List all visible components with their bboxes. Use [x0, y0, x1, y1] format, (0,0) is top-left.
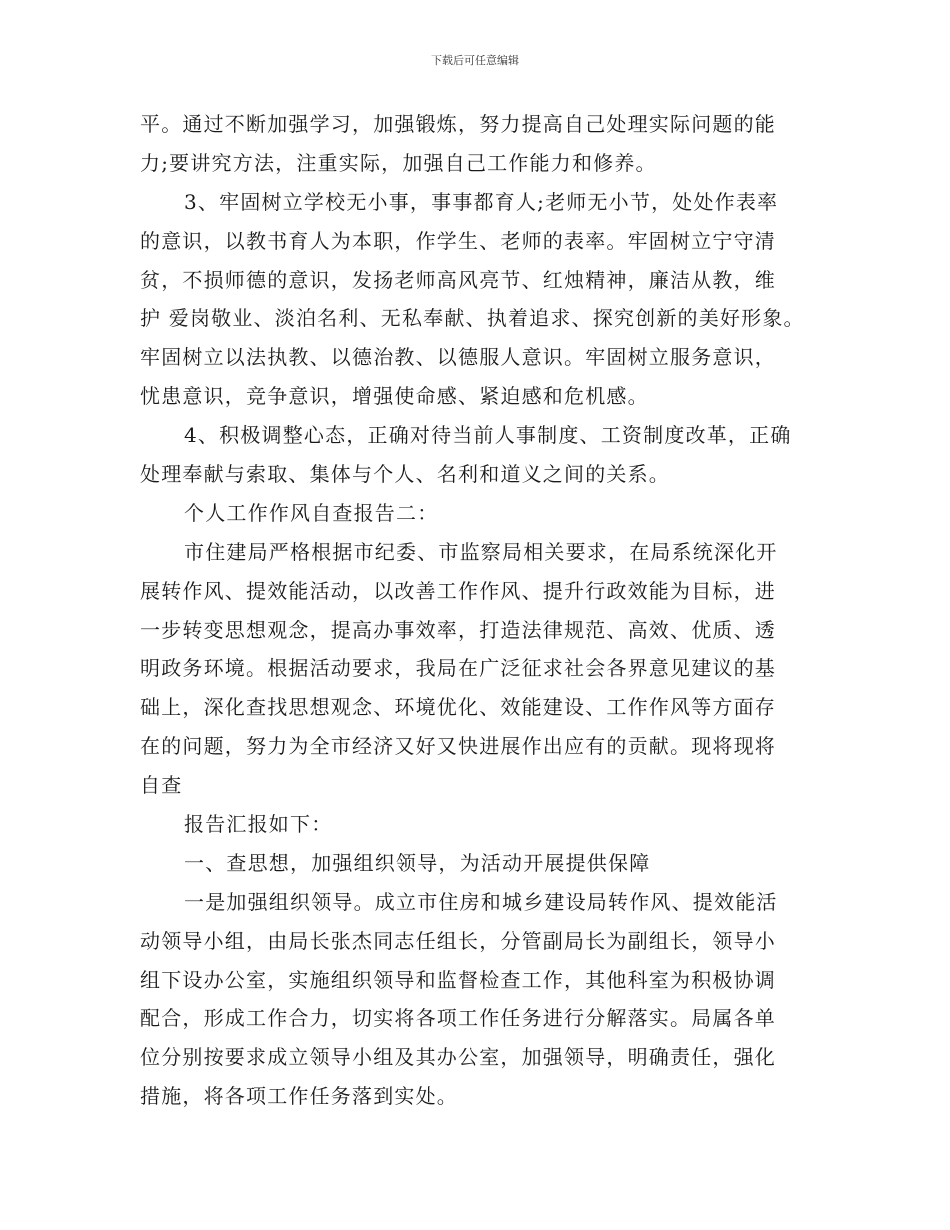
text-line: 3、牢固树立学校无小事，事事都育人;老师无小节，处处作表率: [184, 189, 779, 214]
text-line: 展转作风、提效能活动，以改善工作作风、提升行政效能为目标，进: [140, 578, 776, 603]
text-line: 配合，形成工作合力，切实将各项工作任务进行分解落实。局属各单: [140, 1006, 776, 1031]
text-line: 组下设办公室，实施组织领导和监督检查工作，其他科室为积极协调: [140, 967, 776, 992]
text-line: 报告汇报如下：: [184, 812, 333, 837]
text-line: 自查: [140, 773, 183, 798]
text-line: 贫，不损师德的意识，发扬老师高风亮节、红烛精神，廉洁从教，维: [140, 267, 776, 292]
text-line: 市住建局严格根据市纪委、市监察局相关要求，在局系统深化开: [184, 539, 778, 564]
text-line: 4、积极调整心态，正确对待当前人事制度、工资制度改革，正确: [184, 423, 792, 448]
text-line: 忧患意识，竞争意识，增强使命感、紧迫感和危机感。: [140, 384, 649, 409]
text-line: 位分别按要求成立领导小组及其办公室，加强领导，明确责任，强化: [140, 1045, 776, 1070]
text-line: 平。通过不断加强学习，加强锻炼，努力提高自己处理实际问题的能: [140, 112, 776, 136]
document-body: [140, 105, 820, 1116]
text-line: 础上，深化查找思想观念、环境优化、效能建设、工作作风等方面存: [140, 695, 776, 720]
text-line: 在的问题，努力为全市经济又好又快进展作出应有的贡献。现将现将: [140, 734, 776, 759]
section-heading: 个人工作作风自查报告二：: [184, 500, 439, 525]
section-heading: 一、查思想，加强组织领导，为活动开展提供保障: [184, 850, 651, 875]
text-line: 的意识，以教书育人为本职，作学生、老师的表率。牢固树立宁守清: [140, 228, 776, 253]
text-line: 明政务环境。根据活动要求，我局在广泛征求社会各界意见建议的基: [140, 656, 776, 681]
text-line: 一步转变思想观念，提高办事效率，打造法律规范、高效、优质、透: [140, 617, 776, 642]
text-line: 牢固树立以法执教、以德治教、以德服人意识。牢固树立服务意识，: [140, 345, 776, 370]
text-line: 护 爱岗敬业、淡泊名利、无私奉献、执着追求、探究创新的美好形象。: [140, 306, 805, 331]
text-line: 措施，将各项工作任务落到实处。: [140, 1084, 458, 1109]
text-line: 一是加强组织领导。成立市住房和城乡建设局转作风、提效能活: [184, 889, 778, 914]
text-line: 力;要讲究方法，注重实际，加强自己工作能力和修养。: [140, 150, 657, 175]
text-line: 动领导小组，由局长张杰同志任组长，分管副局长为副组长，领导小: [140, 928, 776, 953]
text-line: 处理奉献与索取、集体与个人、名利和道义之间的关系。: [140, 462, 670, 487]
page-header: 下载后可任意编辑: [431, 54, 519, 67]
